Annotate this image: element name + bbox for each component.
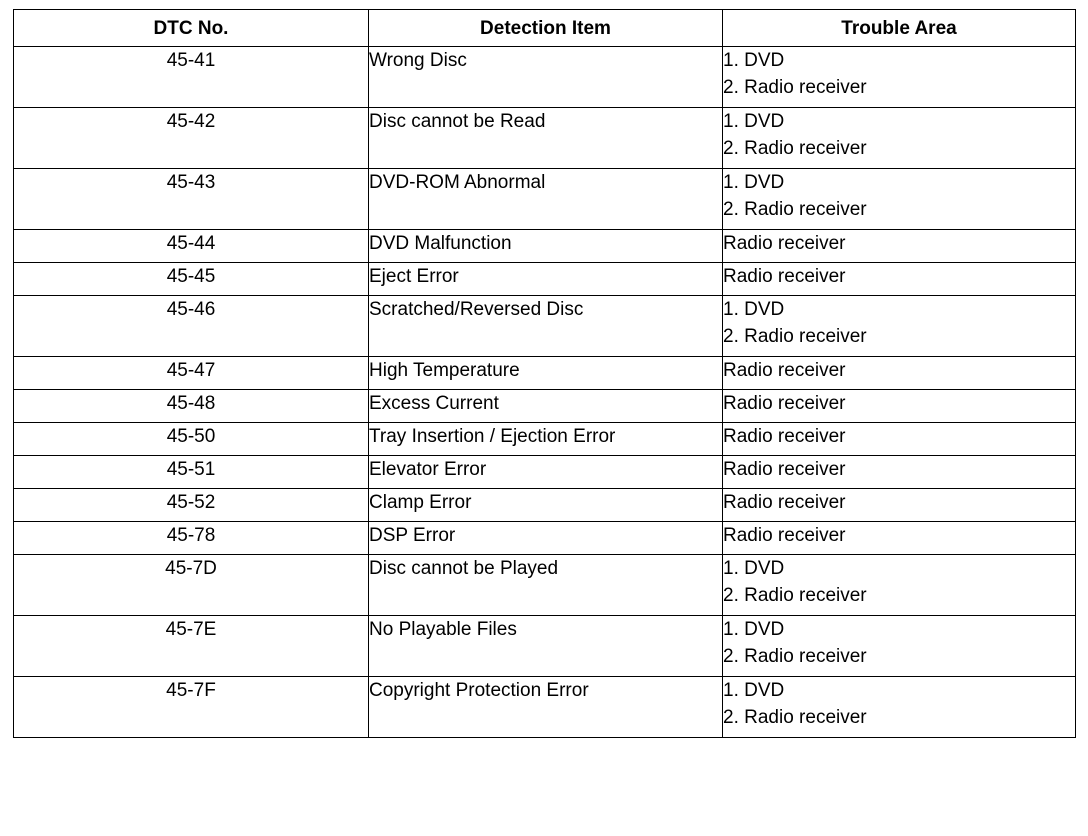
table-row [14, 230, 1076, 263]
trouble-area-cell [723, 47, 1076, 108]
trouble-area-line: 1. DVD [723, 172, 785, 193]
dtc-code-cell: 45-78 [14, 522, 369, 555]
trouble-area-line: 2. Radio receiver [723, 326, 867, 347]
header-trouble-area: Trouble Area [723, 10, 1076, 47]
detection-item-cell: Tray Insertion / Ejection Error [369, 423, 723, 456]
header-row [14, 10, 1076, 47]
trouble-area-line: 1. DVD [723, 50, 785, 71]
detection-item-cell: No Playable Files [369, 616, 723, 677]
dtc-code-cell: 45-48 [14, 390, 369, 423]
detection-item-cell: DVD Malfunction [369, 230, 723, 263]
trouble-area-line: 2. Radio receiver [723, 707, 867, 728]
detection-item-cell: Elevator Error [369, 456, 723, 489]
trouble-area-cell [723, 555, 1076, 616]
detection-item-cell: Scratched/Reversed Disc [369, 296, 723, 357]
detection-item-cell: Disc cannot be Read [369, 108, 723, 169]
trouble-area-cell [723, 489, 1076, 522]
dtc-code-cell: 45-42 [14, 108, 369, 169]
table-row [14, 616, 1076, 677]
trouble-area-line: 2. Radio receiver [723, 199, 867, 220]
trouble-area-cell [723, 263, 1076, 296]
trouble-area-cell [723, 169, 1076, 230]
dtc-code-cell: 45-46 [14, 296, 369, 357]
detection-item-cell: High Temperature [369, 357, 723, 390]
dtc-code-cell: 45-41 [14, 47, 369, 108]
trouble-area-cell [723, 357, 1076, 390]
table-row [14, 555, 1076, 616]
dtc-code-cell: 45-43 [14, 169, 369, 230]
detection-item-cell: Eject Error [369, 263, 723, 296]
dtc-code-cell: 45-51 [14, 456, 369, 489]
trouble-area-cell [723, 677, 1076, 738]
trouble-area-line: 1. DVD [723, 680, 785, 701]
trouble-area-line: Radio receiver [723, 233, 846, 254]
detection-item-cell: Copyright Protection Error [369, 677, 723, 738]
trouble-area-cell [723, 108, 1076, 169]
table-row [14, 423, 1076, 456]
header-dtc-no: DTC No. [14, 10, 369, 47]
trouble-area-cell [723, 296, 1076, 357]
table-body [14, 47, 1076, 738]
detection-item-cell: Excess Current [369, 390, 723, 423]
table-row [14, 489, 1076, 522]
trouble-area-cell [723, 522, 1076, 555]
trouble-area-line: Radio receiver [723, 492, 846, 513]
dtc-code-cell: 45-47 [14, 357, 369, 390]
trouble-area-cell [723, 456, 1076, 489]
detection-item-cell: Disc cannot be Played [369, 555, 723, 616]
table-row [14, 456, 1076, 489]
trouble-area-cell [723, 423, 1076, 456]
trouble-area-line: 1. DVD [723, 299, 785, 320]
dtc-code-cell: 45-7F [14, 677, 369, 738]
detection-item-cell: Wrong Disc [369, 47, 723, 108]
dtc-code-cell: 45-44 [14, 230, 369, 263]
dtc-code-cell: 45-7D [14, 555, 369, 616]
trouble-area-line: 2. Radio receiver [723, 77, 867, 98]
table-row [14, 390, 1076, 423]
dtc-code-cell: 45-45 [14, 263, 369, 296]
header-detection-item: Detection Item [369, 10, 723, 47]
trouble-area-line: Radio receiver [723, 459, 846, 480]
trouble-area-line: 2. Radio receiver [723, 585, 867, 606]
trouble-area-cell [723, 616, 1076, 677]
table-row [14, 169, 1076, 230]
table-row [14, 47, 1076, 108]
trouble-area-line: 1. DVD [723, 619, 785, 640]
trouble-area-line: 2. Radio receiver [723, 646, 867, 667]
dtc-table [13, 9, 1076, 738]
dtc-code-cell: 45-52 [14, 489, 369, 522]
table-header [14, 10, 1076, 47]
table-row [14, 108, 1076, 169]
trouble-area-line: Radio receiver [723, 360, 846, 381]
trouble-area-line: Radio receiver [723, 525, 846, 546]
detection-item-cell: Clamp Error [369, 489, 723, 522]
table-row [14, 522, 1076, 555]
trouble-area-line: Radio receiver [723, 266, 846, 287]
table-row [14, 677, 1076, 738]
table-row [14, 263, 1076, 296]
trouble-area-line: 2. Radio receiver [723, 138, 867, 159]
trouble-area-cell [723, 230, 1076, 263]
dtc-code-cell: 45-50 [14, 423, 369, 456]
detection-item-cell: DSP Error [369, 522, 723, 555]
trouble-area-cell [723, 390, 1076, 423]
table-row [14, 357, 1076, 390]
trouble-area-line: Radio receiver [723, 426, 846, 447]
trouble-area-line: Radio receiver [723, 393, 846, 414]
dtc-code-cell: 45-7E [14, 616, 369, 677]
trouble-area-line: 1. DVD [723, 558, 785, 579]
trouble-area-line: 1. DVD [723, 111, 785, 132]
detection-item-cell: DVD-ROM Abnormal [369, 169, 723, 230]
table-row [14, 296, 1076, 357]
